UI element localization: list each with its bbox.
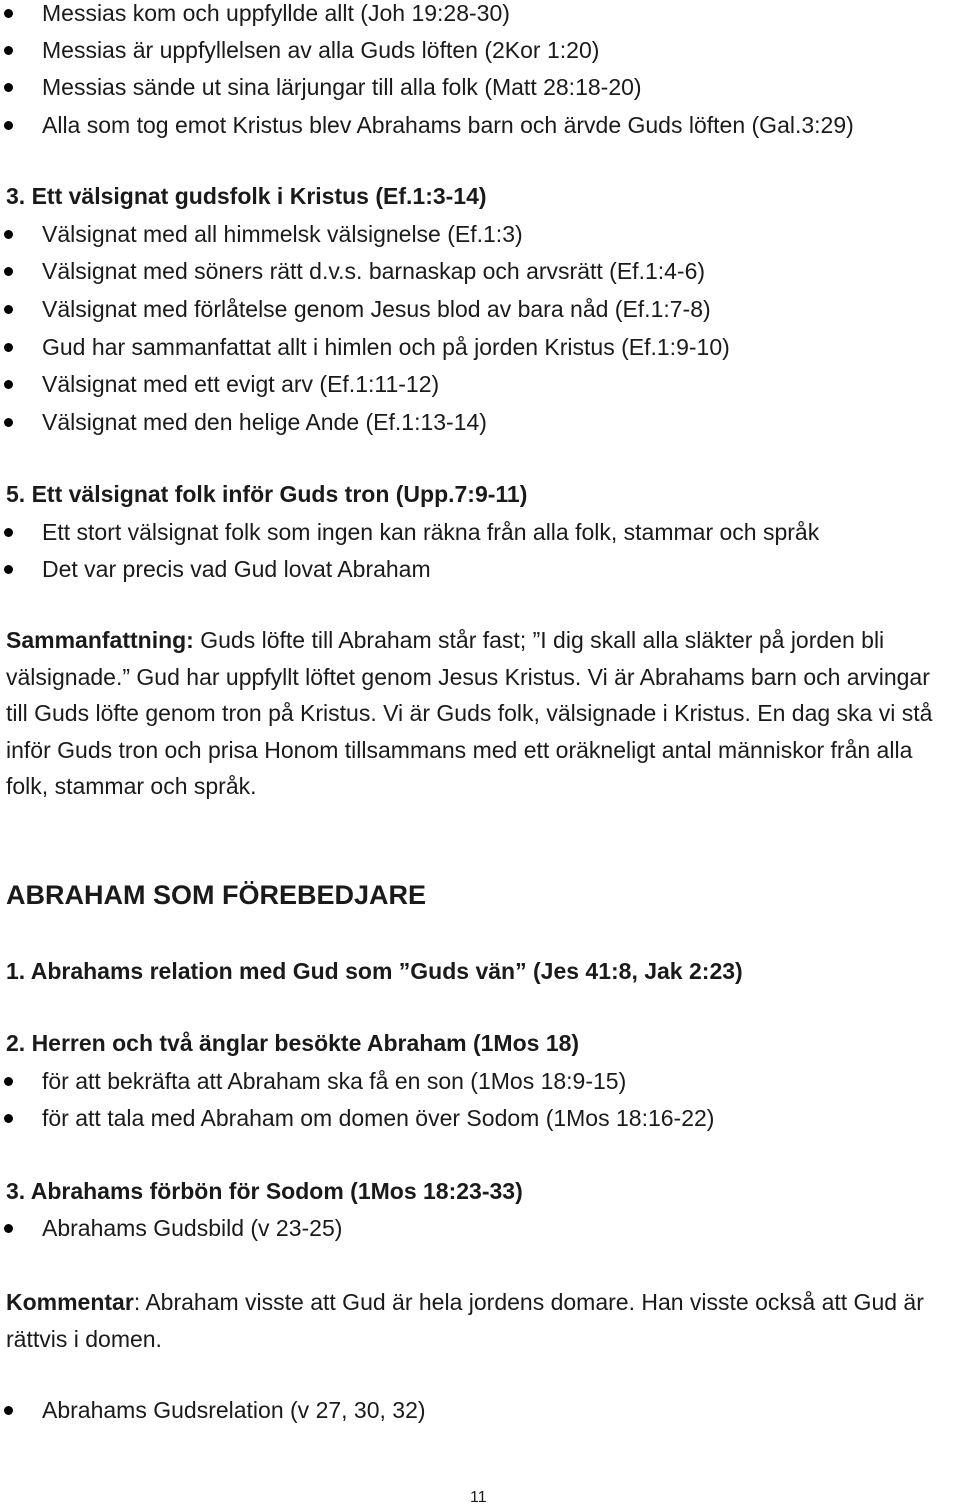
- bullet-icon: [0, 517, 40, 547]
- bullet-icon: [0, 110, 40, 140]
- bullet-icon: [0, 369, 40, 399]
- list-item: för att tala med Abraham om domen över Sodom (1Mos 18:16-22): [42, 1105, 715, 1131]
- bullet-icon: [0, 332, 40, 362]
- list-item: Välsignat med ett evigt arv (Ef.1:11-12): [42, 371, 440, 397]
- list-item: Alla som tog emot Kristus blev Abrahams barn och ärvde Guds löften (Gal.3:29): [42, 112, 854, 138]
- list-item: Välsignat med all himmelsk välsignelse (Ef.1:3): [42, 221, 523, 247]
- bullet-icon: [0, 72, 40, 102]
- bullet-icon: [0, 0, 40, 28]
- comment-text: : Abraham visste att Gud är hela jordens domare. Han visste också att Gud är rättvis i domen.: [6, 1289, 924, 1352]
- bullet-icon: [0, 1213, 40, 1243]
- bullet-icon: [0, 554, 40, 584]
- list-item: Välsignat med förlåtelse genom Jesus blod av bara nåd (Ef.1:7-8): [42, 296, 711, 322]
- section-heading: 1. Abrahams relation med Gud som ”Guds vän” (Jes 41:8, Jak 2:23): [6, 958, 743, 984]
- list-item: Abrahams Gudsrelation (v 27, 30, 32): [42, 1397, 426, 1423]
- section-heading: 3. Ett välsignat gudsfolk i Kristus (Ef.1:3-14): [6, 183, 487, 209]
- main-heading: ABRAHAM SOM FÖREBEDJARE: [6, 880, 427, 910]
- bullet-icon: [0, 294, 40, 324]
- comment-paragraph: [6, 1284, 956, 1357]
- list-item: Gud har sammanfattat allt i himlen och på jorden Kristus (Ef.1:9-10): [42, 334, 730, 360]
- bullet-icon: [0, 1066, 40, 1096]
- list-item: Messias är uppfyllelsen av alla Guds löften (2Kor 1:20): [42, 37, 600, 63]
- bullet-icon: [0, 1103, 40, 1133]
- list-item: Messias sände ut sina lärjungar till alla folk (Matt 28:18-20): [42, 74, 642, 100]
- summary-label: Sammanfattning:: [6, 627, 194, 653]
- bullet-icon: [0, 256, 40, 286]
- list-item: Abrahams Gudsbild (v 23-25): [42, 1215, 343, 1241]
- summary-text: Guds löfte till Abraham står fast; ”I dig skall alla släkter på jorden bli välsignade.” Gud har uppfyllt löftet genom Jesus Kristus. Vi är Abrahams barn och arvingar till Guds löfte genom tron på Kristus. Vi är Guds folk, välsignade i Kristus. En dag ska vi stå inför Guds tron och prisa Honom tillsammans med ett oräkneligt antal människor från alla folk, stammar och språk.: [6, 627, 933, 799]
- list-item: för att bekräfta att Abraham ska få en son (1Mos 18:9-15): [42, 1068, 627, 1094]
- section-heading: 5. Ett välsignat folk inför Guds tron (Upp.7:9-11): [6, 481, 528, 507]
- list-item: Messias kom och uppfyllde allt (Joh 19:28-30): [42, 0, 510, 26]
- list-item: Välsignat med den helige Ande (Ef.1:13-14): [42, 409, 487, 435]
- comment-label: Kommentar: [6, 1289, 134, 1315]
- bullet-icon: [0, 1395, 40, 1425]
- page-number: 11: [470, 1489, 487, 1506]
- bullet-icon: [0, 35, 40, 65]
- section-heading: 2. Herren och två änglar besökte Abraham (1Mos 18): [6, 1030, 580, 1056]
- bullet-icon: [0, 407, 40, 437]
- list-item: Välsignat med söners rätt d.v.s. barnaskap och arvsrätt (Ef.1:4-6): [42, 258, 706, 284]
- summary-paragraph: [6, 622, 956, 805]
- section-heading: 3. Abrahams förbön för Sodom (1Mos 18:23-33): [6, 1178, 523, 1204]
- bullet-icon: [0, 219, 40, 249]
- list-item: Ett stort välsignat folk som ingen kan räkna från alla folk, stammar och språk: [42, 519, 820, 545]
- list-item: Det var precis vad Gud lovat Abraham: [42, 556, 431, 582]
